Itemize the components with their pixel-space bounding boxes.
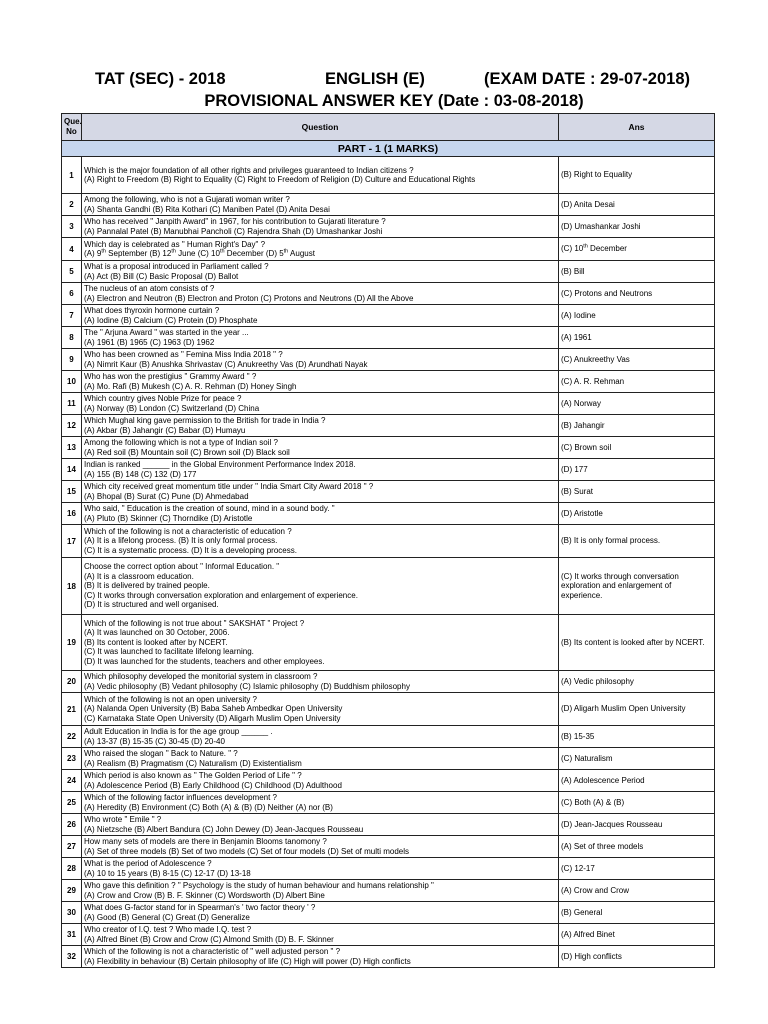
table-row bbox=[62, 371, 715, 393]
question-line: (B) Its content is looked after by NCERT. bbox=[84, 637, 228, 647]
question-line: (A) Heredity (B) Environment (C) Both (A) & (B) (D) Neither (A) nor (B) bbox=[84, 802, 333, 812]
question-line: Who gave this definition ? " Psychology is the study of human behaviour and humans relationship " bbox=[84, 881, 434, 890]
question-line: (A) Right to Freedom (B) Right to Equality (C) Right to Freedom of Religion (D) Culture and Educational Rights bbox=[84, 175, 476, 184]
question-line: (A) Red soil (B) Mountain soil (C) Brown soil (D) Black soil bbox=[84, 447, 290, 457]
question-line: (C) It was launched to facilitate lifelong learning. bbox=[84, 647, 254, 657]
question-line: (A) Bhopal (B) Surat (C) Pune (D) Ahmedabad bbox=[84, 491, 249, 501]
question-line: (A) 9th September (B) 12th June (C) 10th December (D) 5th August bbox=[84, 248, 315, 258]
question-line: Who raised the slogan " Back to Nature. " ? bbox=[84, 749, 238, 758]
answer-text: (A) Adolescence Period bbox=[559, 770, 715, 792]
question-line: (A) Crow and Crow (B) B. F. Skinner (C) Wordsworth (D) Albert Bine bbox=[84, 890, 325, 900]
question-line: Which Mughal king gave permission to the British for trade in India ? bbox=[84, 416, 326, 425]
question-line: (D) It is structured and well organised. bbox=[84, 600, 219, 610]
question-text bbox=[82, 671, 559, 693]
question-line: Which is the major foundation of all other rights and privileges guaranteed to Indian citizens ? bbox=[84, 165, 414, 175]
question-line: Which day is celebrated as " Human Right's Day" ? bbox=[84, 239, 266, 249]
question-line: (A) 10 to 15 years (B) 8-15 (C) 12-17 (D) 13-18 bbox=[84, 868, 251, 878]
question-number: 10 bbox=[62, 371, 82, 393]
question-number: 14 bbox=[62, 459, 82, 481]
question-line: (A) 155 (B) 148 (C) 132 (D) 177 bbox=[84, 469, 197, 479]
question-line: (A) Pannalal Patel (B) Manubhai Pancholi (C) Rajendra Shah (D) Umashankar Joshi bbox=[84, 226, 383, 236]
column-header-answer: Ans bbox=[559, 114, 715, 141]
answer-text: (D) High conflicts bbox=[559, 946, 715, 968]
table-row bbox=[62, 726, 715, 748]
question-number: 9 bbox=[62, 349, 82, 371]
answer-text: (B) 15-35 bbox=[559, 726, 715, 748]
question-text bbox=[82, 880, 559, 902]
question-text bbox=[82, 283, 559, 305]
question-number: 19 bbox=[62, 615, 82, 671]
question-number: 18 bbox=[62, 558, 82, 615]
question-text bbox=[82, 481, 559, 503]
question-number: 12 bbox=[62, 415, 82, 437]
question-line: Who creator of I.Q. test ? Who made I.Q. test ? bbox=[84, 925, 252, 934]
question-line: (A) Vedic philosophy (B) Vedant philosophy (C) Islamic philosophy (D) Buddhism philosophy bbox=[84, 681, 410, 691]
answer-text: (C) Brown soil bbox=[559, 437, 715, 459]
question-text bbox=[82, 459, 559, 481]
question-line: (A) Good (B) General (C) Great (D) Generalize bbox=[84, 912, 250, 922]
question-text bbox=[82, 261, 559, 283]
question-number: 26 bbox=[62, 814, 82, 836]
table-row bbox=[62, 283, 715, 305]
question-line: Which of the following is not an open university ? bbox=[84, 694, 257, 704]
question-line: (A) Set of three models (B) Set of two models (C) Set of four models (D) Set of multi models bbox=[84, 846, 410, 856]
question-line: Adult Education in India is for the age group ______ . bbox=[84, 727, 273, 736]
question-number: 20 bbox=[62, 671, 82, 693]
question-line: What is the period of Adolescence ? bbox=[84, 859, 212, 868]
document-header bbox=[0, 68, 768, 111]
question-text bbox=[82, 770, 559, 792]
answer-text: (A) Iodine bbox=[559, 305, 715, 327]
column-header-qno: Que. No bbox=[62, 114, 82, 141]
question-line: (A) Act (B) Bill (C) Basic Proposal (D) Ballot bbox=[84, 271, 239, 281]
answer-text: (B) Jahangir bbox=[559, 415, 715, 437]
question-number: 16 bbox=[62, 503, 82, 525]
question-number: 2 bbox=[62, 194, 82, 216]
question-line: (D) It was launched for the students, teachers and other employees. bbox=[84, 656, 325, 666]
answer-text: (A) Norway bbox=[559, 393, 715, 415]
table-row bbox=[62, 693, 715, 726]
answer-text: (C) Protons and Neutrons bbox=[559, 283, 715, 305]
question-number: 30 bbox=[62, 902, 82, 924]
table-row bbox=[62, 327, 715, 349]
question-line: (A) It is a classroom education. bbox=[84, 571, 194, 581]
question-line: (A) Nimrit Kaur (B) Anushka Shrivastav (C) Anukreethy Vas (D) Arundhati Nayak bbox=[84, 359, 368, 369]
question-number: 32 bbox=[62, 946, 82, 968]
question-line: Who wrote " Emile " ? bbox=[84, 815, 162, 824]
question-line: (A) Electron and Neutron (B) Electron and Proton (C) Protons and Neutrons (D) All the Above bbox=[84, 293, 414, 303]
table-row bbox=[62, 615, 715, 671]
question-line: (A) Mo. Rafi (B) Mukesh (C) A. R. Rehman (D) Honey Singh bbox=[84, 381, 297, 391]
question-line: Which philosophy developed the monitorial system in classroom ? bbox=[84, 672, 318, 681]
question-line: (A) Alfred Binet (B) Crow and Crow (C) Almond Smith (D) B. F. Skinner bbox=[84, 934, 334, 944]
question-text bbox=[82, 615, 559, 671]
question-line: Which period is also known as " The Golden Period of Life " ? bbox=[84, 771, 302, 780]
question-number: 21 bbox=[62, 693, 82, 726]
table-row bbox=[62, 437, 715, 459]
table-row bbox=[62, 238, 715, 261]
answer-text: (C) 12-17 bbox=[559, 858, 715, 880]
question-text bbox=[82, 946, 559, 968]
question-text bbox=[82, 349, 559, 371]
question-text bbox=[82, 792, 559, 814]
answer-text: (A) Crow and Crow bbox=[559, 880, 715, 902]
question-text bbox=[82, 216, 559, 238]
exam-title: TAT (SEC) - 2018 bbox=[95, 70, 226, 88]
question-number: 15 bbox=[62, 481, 82, 503]
question-number: 13 bbox=[62, 437, 82, 459]
answer-text: (D) Jean-Jacques Rousseau bbox=[559, 814, 715, 836]
question-line: Indian is ranked ______ in the Global Environment Performance Index 2018. bbox=[84, 460, 356, 469]
question-text bbox=[82, 415, 559, 437]
table-row bbox=[62, 261, 715, 283]
question-line: Among the following which is not a type of Indian soil ? bbox=[84, 438, 278, 447]
question-line: (B) It is delivered by trained people. bbox=[84, 581, 210, 591]
question-text bbox=[82, 305, 559, 327]
table-row bbox=[62, 415, 715, 437]
question-line: Which of the following is not a characteristic of " well adjusted person " ? bbox=[84, 947, 341, 956]
answer-text: (B) General bbox=[559, 902, 715, 924]
question-text bbox=[82, 748, 559, 770]
question-number: 22 bbox=[62, 726, 82, 748]
question-line: (A) Pluto (B) Skinner (C) Thorndike (D) Aristotle bbox=[84, 513, 253, 523]
question-line: (A) Nalanda Open University (B) Baba Saheb Ambedkar Open University bbox=[84, 704, 343, 714]
question-text bbox=[82, 726, 559, 748]
answer-text: (D) Aligarh Muslim Open University bbox=[559, 693, 715, 726]
question-number: 25 bbox=[62, 792, 82, 814]
answer-key-subtitle: PROVISIONAL ANSWER KEY (Date : 03-08-2018) bbox=[204, 92, 584, 110]
exam-language: ENGLISH (E) bbox=[325, 70, 425, 88]
question-number: 8 bbox=[62, 327, 82, 349]
answer-key-table bbox=[61, 113, 715, 968]
question-line: (A) 13-37 (B) 15-35 (C) 30-45 (D) 20-40 bbox=[84, 736, 225, 746]
table-row bbox=[62, 836, 715, 858]
question-line: Who said, " Education is the creation of sound, mind in a sound body. " bbox=[84, 504, 335, 513]
table-row bbox=[62, 880, 715, 902]
answer-text: (A) Vedic philosophy bbox=[559, 671, 715, 693]
question-text bbox=[82, 836, 559, 858]
table-row bbox=[62, 157, 715, 194]
question-number: 1 bbox=[62, 157, 82, 194]
question-line: (A) Nietzsche (B) Albert Bandura (C) John Dewey (D) Jean-Jacques Rousseau bbox=[84, 824, 364, 834]
table-row bbox=[62, 525, 715, 558]
question-line: (A) It is a lifelong process. (B) It is only formal process. bbox=[84, 536, 278, 546]
question-number: 5 bbox=[62, 261, 82, 283]
question-number: 29 bbox=[62, 880, 82, 902]
answer-text: (C) A. R. Rehman bbox=[559, 371, 715, 393]
question-line: Which of the following is not a characteristic of education ? bbox=[84, 526, 292, 536]
table-row bbox=[62, 393, 715, 415]
question-text bbox=[82, 814, 559, 836]
question-number: 7 bbox=[62, 305, 82, 327]
question-text bbox=[82, 858, 559, 880]
question-text bbox=[82, 157, 559, 194]
table-row bbox=[62, 814, 715, 836]
question-number: 6 bbox=[62, 283, 82, 305]
question-line: What is a proposal introduced in Parliament called ? bbox=[84, 262, 269, 271]
table-row bbox=[62, 770, 715, 792]
answer-text: (A) 1961 bbox=[559, 327, 715, 349]
question-line: (A) 1961 (B) 1965 (C) 1963 (D) 1962 bbox=[84, 337, 215, 347]
table-row bbox=[62, 558, 715, 615]
answer-text: (C) Naturalism bbox=[559, 748, 715, 770]
question-number: 31 bbox=[62, 924, 82, 946]
question-text bbox=[82, 194, 559, 216]
question-number: 23 bbox=[62, 748, 82, 770]
answer-text: (A) Set of three models bbox=[559, 836, 715, 858]
question-line: The nucleus of an atom consists of ? bbox=[84, 284, 215, 293]
question-number: 28 bbox=[62, 858, 82, 880]
table-row bbox=[62, 349, 715, 371]
question-text bbox=[82, 393, 559, 415]
answer-text: (D) Anita Desai bbox=[559, 194, 715, 216]
question-text bbox=[82, 503, 559, 525]
question-text bbox=[82, 437, 559, 459]
question-number: 4 bbox=[62, 238, 82, 261]
question-text bbox=[82, 525, 559, 558]
question-line: (C) It works through conversation exploration and enlargement of experience. bbox=[84, 590, 358, 600]
question-text bbox=[82, 371, 559, 393]
question-line: What does thyroxin hormone curtain ? bbox=[84, 306, 220, 315]
question-line: (A) It was launched on 30 October, 2006. bbox=[84, 628, 230, 638]
question-line: (A) Flexibility in behaviour (B) Certain philosophy of life (C) High will power (D) High conflicts bbox=[84, 956, 411, 966]
header-line bbox=[0, 68, 768, 92]
answer-text: (C) Anukreethy Vas bbox=[559, 349, 715, 371]
question-line: Who has won the prestigius " Grammy Award " ? bbox=[84, 372, 257, 381]
answer-text: (A) Alfred Binet bbox=[559, 924, 715, 946]
question-text bbox=[82, 558, 559, 615]
answer-text: (B) It is only formal process. bbox=[559, 525, 715, 558]
answer-text: (C) It works through conversation exploration and enlargement of experience. bbox=[559, 558, 715, 615]
table-row bbox=[62, 194, 715, 216]
answer-text: (D) 177 bbox=[559, 459, 715, 481]
question-line: (A) Adolescence Period (B) Early Childhood (C) Childhood (D) Adulthood bbox=[84, 780, 342, 790]
question-text bbox=[82, 327, 559, 349]
question-text bbox=[82, 238, 559, 261]
question-text bbox=[82, 693, 559, 726]
table-row bbox=[62, 671, 715, 693]
question-line: Choose the correct option about " Informal Education. " bbox=[84, 562, 280, 572]
question-line: (C) Karnataka State Open University (D) Aligarh Muslim Open University bbox=[84, 713, 341, 723]
question-line: Which country gives Noble Prize for peace ? bbox=[84, 394, 242, 403]
question-line: What does G-factor stand for in Spearman's ' two factor theory ' ? bbox=[84, 903, 316, 912]
answer-text: (B) Bill bbox=[559, 261, 715, 283]
question-number: 3 bbox=[62, 216, 82, 238]
question-line: (A) Akbar (B) Jahangir (C) Babar (D) Humayu bbox=[84, 425, 246, 435]
table-row bbox=[62, 459, 715, 481]
question-line: Which city received great momentum title under " India Smart City Award 2018 " ? bbox=[84, 482, 374, 491]
table-row bbox=[62, 503, 715, 525]
answer-text: (B) Right to Equality bbox=[559, 157, 715, 194]
question-line: How many sets of models are there in Benjamin Blooms tanomony ? bbox=[84, 837, 327, 846]
question-line: Who has been crowned as " Femina Miss India 2018 " ? bbox=[84, 350, 283, 359]
table-row bbox=[62, 216, 715, 238]
answer-text: (B) Its content is looked after by NCERT. bbox=[559, 615, 715, 671]
table-row bbox=[62, 305, 715, 327]
question-text bbox=[82, 924, 559, 946]
question-number: 27 bbox=[62, 836, 82, 858]
table-row bbox=[62, 792, 715, 814]
table-row bbox=[62, 902, 715, 924]
column-header-question: Question bbox=[82, 114, 559, 141]
question-line: (A) Shanta Gandhi (B) Rita Kothari (C) Maniben Patel (D) Anita Desai bbox=[84, 204, 330, 214]
exam-date: (EXAM DATE : 29-07-2018) bbox=[484, 70, 691, 88]
answer-text: (C) Both (A) & (B) bbox=[559, 792, 715, 814]
table-row bbox=[62, 748, 715, 770]
question-line: The " Arjuna Award " was started in the year ... bbox=[84, 328, 249, 337]
question-line: Which of the following is not true about " SAKSHAT " Project ? bbox=[84, 618, 305, 628]
table-row bbox=[62, 946, 715, 968]
question-line: (A) Norway (B) London (C) Switzerland (D) China bbox=[84, 403, 260, 413]
question-line: (A) Realism (B) Pragmatism (C) Naturalism (D) Existentialism bbox=[84, 758, 302, 768]
answer-text: (D) Aristotle bbox=[559, 503, 715, 525]
part-label: PART - 1 (1 MARKS) bbox=[62, 141, 715, 157]
question-line: (A) Iodine (B) Calcium (C) Protein (D) Phosphate bbox=[84, 315, 258, 325]
table-row bbox=[62, 924, 715, 946]
question-line: Among the following, who is not a Gujarati woman writer ? bbox=[84, 195, 290, 204]
part-row bbox=[62, 141, 715, 157]
question-line: Which of the following factor influences development ? bbox=[84, 793, 277, 802]
question-number: 24 bbox=[62, 770, 82, 792]
answer-text: (D) Umashankar Joshi bbox=[559, 216, 715, 238]
question-line: Who has received " Janpith Award" in 1967, for his contribution to Gujarati literature ? bbox=[84, 217, 386, 226]
table-row bbox=[62, 481, 715, 503]
answer-text: (C) 10th December bbox=[559, 238, 715, 261]
question-line: (C) It is a systematic process. (D) It is a developing process. bbox=[84, 545, 297, 555]
table-row bbox=[62, 858, 715, 880]
question-number: 11 bbox=[62, 393, 82, 415]
question-text bbox=[82, 902, 559, 924]
question-number: 17 bbox=[62, 525, 82, 558]
answer-text: (B) Surat bbox=[559, 481, 715, 503]
